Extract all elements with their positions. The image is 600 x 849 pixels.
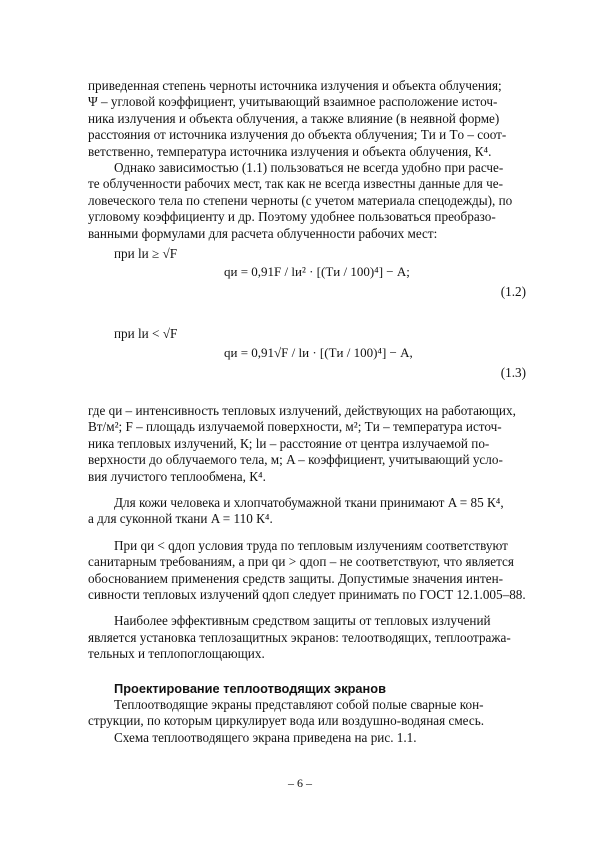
paragraph-7: Теплоотводящие экраны представляют собой полые сварные кон- струкции, по которым циркулирует вода или воздушно-водяная смесь. (88, 696, 485, 729)
page-number: – 6 – (288, 776, 312, 790)
equation-number-2: (1.3) (500, 364, 526, 380)
paragraph-5: При qи < qдоп условия труда по тепловым излучениям соответствуют санитарным требованиям, а при qи > qдоп – не соответствуют, что является обоснованием применения средств защиты. Допустимые значения интен- сивности тепловых излучений qдоп следует принимать по ГОСТ 12.1.005–88. (88, 537, 526, 602)
paragraph-3: где qи – интенсивность тепловых излучений, действующих на работающих, Вт/м²; F – площадь излучаемой поверхности, м²; Tи – температура источ- ника тепловых излучений, К; lи – расстояние от центра излучаемой по- верхности до облучаемого тела, м; A – коэффициент, учитывающий усло- вия лучистого теплообмена, К⁴. (88, 402, 516, 484)
paragraph-1: приведенная степень черноты источника излучения и объекта облучения; Ψ – угловой коэффициент, учитывающий взаимное расположение источ- ника излучения и объекта облучения, а также влияние (в неявной форме) расстояния от источника излучения до объекта облучения; Tи и Tо – соот- ветственно, температура источника излучения и объекта облучения, К⁴. (88, 78, 507, 159)
paragraph-2: Однако зависимостью (1.1) пользоваться не всегда удобно при расче- те облученности рабочих мест, так как не всегда известны данные для че- ловеческого тела по степени черноты (с учетом материала спецодежды), по угловому коэффициенту и др. Поэтому удобнее пользоваться преобразо- ванными формулами для расчета облученности рабочих мест: (88, 160, 513, 241)
paragraph-4: Для кожи человека и хлопчатобумажной ткани принимают A = 85 К⁴, а для суконной ткани A = 110 К⁴. (88, 494, 504, 527)
formula-1-row (88, 262, 526, 322)
condition-1: при lи ≥ √F (114, 246, 178, 262)
formula-2: qи = 0,91√F / lи · [(Tи / 100)⁴] − A, (224, 344, 413, 360)
page-content (88, 78, 526, 746)
condition-2: при lи < √F (114, 326, 178, 342)
formula-1: qи = 0,91F / lи² · [(Tи / 100)⁴] − A; (224, 264, 410, 280)
equation-number-1: (1.2) (500, 284, 526, 300)
paragraph-6: Наиболее эффективным средством защиты от тепловых излучений является установка теплозащитных экранов: телоотводящих, теплоотража- тельных и теплопоглощающих. (88, 613, 511, 662)
section-heading: Проектирование теплоотводящих экранов (114, 680, 386, 696)
paragraph-8: Схема теплоотводящего экрана приведена на рис. 1.1. (114, 729, 417, 745)
formula-2-row (88, 343, 526, 403)
